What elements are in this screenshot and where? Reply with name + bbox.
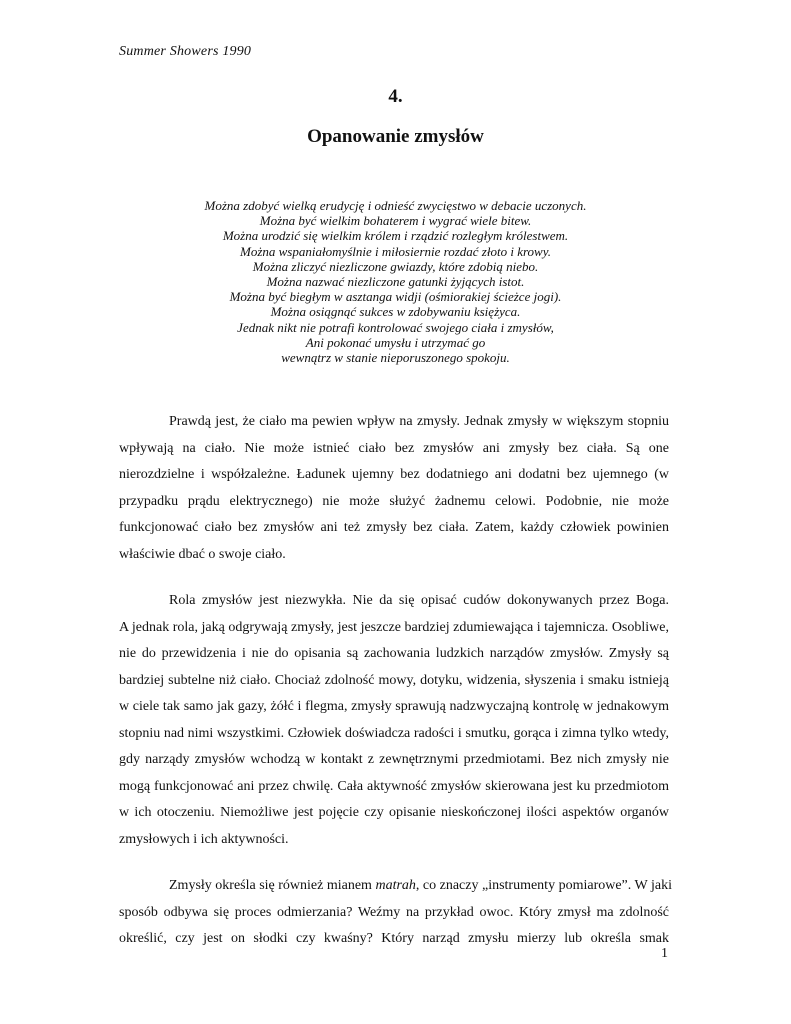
text-line: wpływają na ciało. Nie może istnieć ciało bez zmysłów ani zmysły bez ciała. Są one (119, 440, 669, 456)
paragraph-1 (119, 409, 669, 568)
verse-line: Można nazwać niezliczone gatunki żyjących istot. (266, 274, 525, 290)
text-line: właściwie dbać o swoje ciało. (119, 546, 286, 562)
verse-line: wewnątrz w stanie nieporuszonego spokoju. (281, 350, 510, 366)
text-line: zmysłowych i ich aktywności. (119, 831, 289, 847)
verse-line: Można zliczyć niezliczone gwiazdy, które zdobią niebo. (252, 258, 539, 274)
text-line: określić, czy jest on słodki czy kwaśny? Który narząd zmysłu mierzy lub określa smak (119, 931, 669, 946)
text-line: Rola zmysłów jest niezwykła. Nie da się opisać cudów dokonywanych przez Boga. (169, 593, 669, 608)
chapter-title: Opanowanie zmysłów (307, 126, 484, 147)
text-segment: Zmysły określa się również mianem (169, 878, 376, 893)
text-line: nie do przewidzenia i nie do opisania są zachowania ludzkich narządów zmysłów. Zmysły są (119, 646, 669, 661)
text-line: w ciele tak samo jak gazy, żółć i flegma, zmysły sprawują nadzwyczajną kontrolę w jednakowym (119, 699, 669, 714)
text-line (119, 873, 672, 900)
verse-line: Jednak nikt nie potrafi kontrolować swojego ciała i zmysłów, (237, 319, 554, 335)
verse-line: Można zdobyć wielką erudycję i odnieść zwycięstwo w debacie uczonych. (204, 198, 587, 213)
epigraph-verse (0, 198, 791, 365)
text-segment: , co znaczy „instrumenty pomiarowe”. W jaki (415, 878, 672, 893)
verse-line: Można urodzić się wielkim królem i rządzić rozległym królestwem. (222, 228, 569, 244)
verse-line: Ani pokonać umysłu i utrzymać go (305, 334, 486, 350)
text-line: w ich otoczeniu. Niemożliwe jest pojęcie czy opisanie nieskończonej ilości aspektów organów (119, 805, 669, 820)
verse-line: Można osiągnąć sukces w zdobywaniu księżyca. (270, 304, 521, 320)
running-header: Summer Showers 1990 (119, 44, 252, 59)
verse-line: Można wspaniałomyślnie i miłosiernie rozdać złoto i krowy. (239, 243, 552, 259)
body-text (119, 409, 672, 973)
text-line: bardziej subtelne niż ciało. Chociaż zdolność mowy, dotyku, widzenia, słyszenia i smaku istnieją (119, 672, 669, 688)
text-line: przypadku prądu elektrycznego) nie może służyć żadnemu celowi. Podobnie, nie może (119, 493, 669, 509)
text-line: funkcjonować ciało bez zmysłów ani też zmysły bez ciała. Zatem, każdy człowiek powinien (119, 520, 669, 535)
text-line: Prawdą jest, że ciało ma pewien wpływ na zmysły. Jednak zmysły w większym stopniu (169, 414, 669, 429)
text-line: gdy narządy zmysłów wchodzą w kontakt z zewnętrznymi przedmiotami. Bez nich zmysły nie (119, 752, 669, 767)
verse-line: Można być wielkim bohaterem i wygrać wiele bitew. (259, 213, 532, 229)
text-line: nierozdzielne i współzależne. Ładunek ujemny bez dodatniego ani dodatni bez ujemnego (w (119, 467, 669, 482)
paragraph-2 (119, 588, 669, 853)
page-number: 1 (661, 946, 668, 961)
text-line: stopniu nad nimi wszystkimi. Człowiek doświadcza radości i smutku, gorąca i zimna tylko wtedy, (119, 725, 669, 741)
chapter-number: 4. (388, 86, 403, 107)
text-line: mogą funkcjonować ani przez chwilę. Cała aktywność zmysłów skierowana jest ku przedmiotom (119, 778, 669, 794)
verse-line: Można być biegłym w asztanga widji (ośmiorakiej ścieżce jogi). (229, 289, 562, 305)
italic-term: matrah (375, 878, 416, 893)
text-line: A jednak rola, jaką odgrywają zmysły, jest jeszcze bardziej zdumiewająca i tajemnicza. Osobliwe, (119, 619, 669, 635)
text-line: sposób odbywa się proces odmierzania? Weźmy na przykład owoc. Który zmysł ma zdolność (119, 904, 669, 920)
paragraph-3 (119, 873, 672, 953)
